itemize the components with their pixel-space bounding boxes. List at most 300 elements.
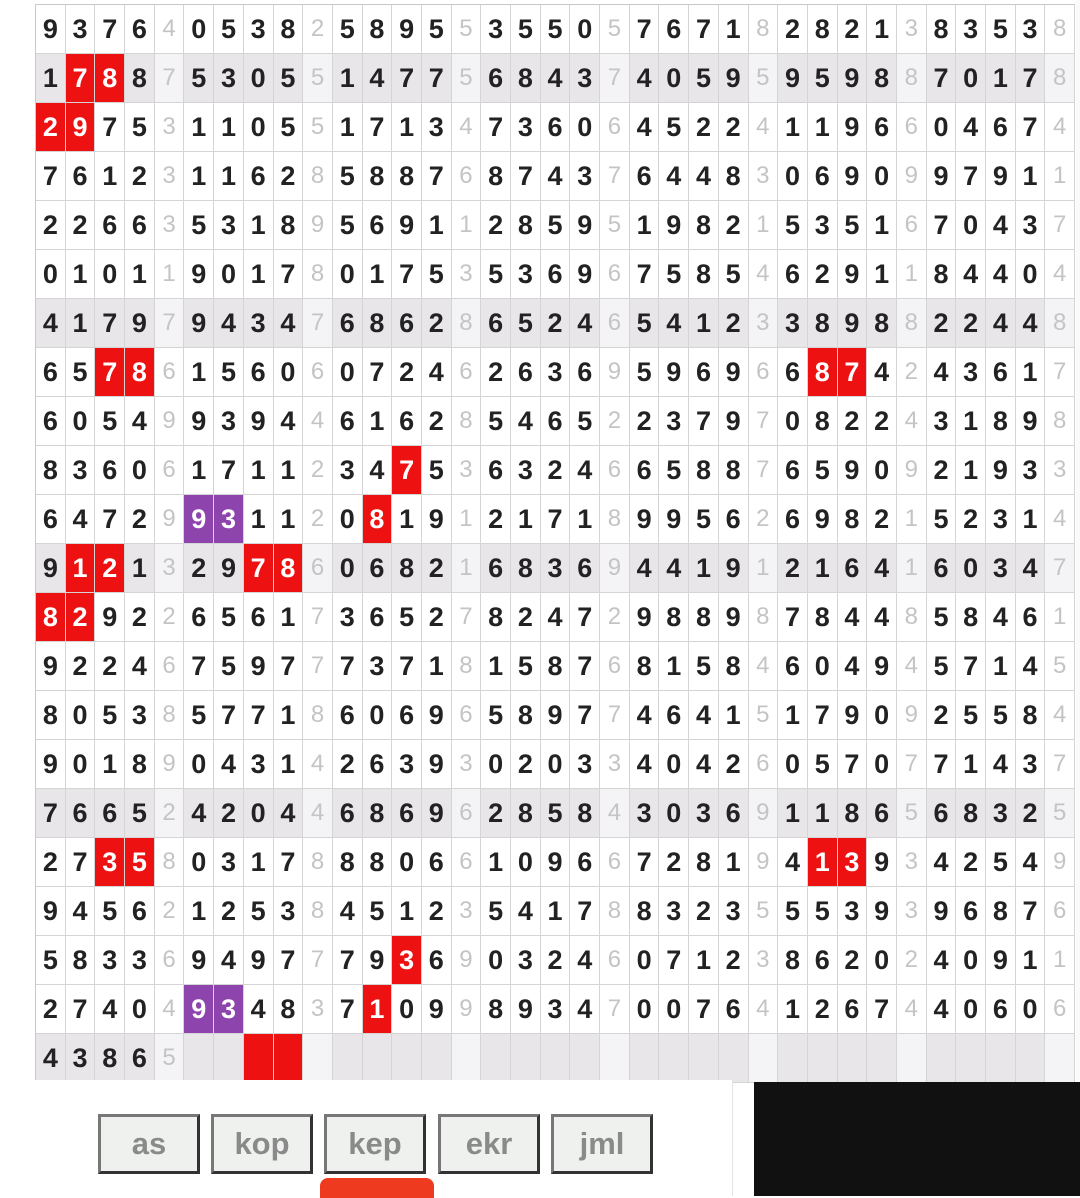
grid-cell: 9 xyxy=(36,5,66,54)
grid-cell: 6 xyxy=(986,348,1016,397)
grid-cell: 1 xyxy=(363,397,393,446)
grid-cell: 1 xyxy=(214,152,244,201)
grid-cell: 0 xyxy=(778,740,808,789)
grid-cell: 9 xyxy=(422,691,452,740)
grid-cell: 5 xyxy=(541,5,571,54)
grid-cell: 8 xyxy=(363,299,393,348)
grid-cell: 3 xyxy=(511,103,541,152)
grid-cell: 2 xyxy=(481,789,511,838)
grid-cell: 6 xyxy=(808,936,838,985)
grid-separator-cell: 1 xyxy=(452,544,482,593)
grid-cell: 0 xyxy=(867,936,897,985)
grid-separator-cell: 7 xyxy=(600,985,630,1034)
grid-cell: 4 xyxy=(956,250,986,299)
grid-cell: 5 xyxy=(392,593,422,642)
grid-cell: 7 xyxy=(363,103,393,152)
grid-cell: 1 xyxy=(1016,495,1046,544)
grid-row xyxy=(36,838,1075,887)
grid-cell: 8 xyxy=(689,201,719,250)
grid-cell: 9 xyxy=(867,887,897,936)
grid-cell: 5 xyxy=(214,348,244,397)
grid-cell: 1 xyxy=(274,691,304,740)
grid-cell: 6 xyxy=(244,348,274,397)
grid-cell: 8 xyxy=(927,5,957,54)
grid-cell: 1 xyxy=(867,201,897,250)
grid-separator-cell: 5 xyxy=(1045,642,1075,691)
grid-cell: 1 xyxy=(274,740,304,789)
grid-row xyxy=(36,593,1075,642)
grid-cell: 8 xyxy=(808,5,838,54)
grid-separator-cell: 3 xyxy=(1045,446,1075,495)
grid-cell: 9 xyxy=(986,936,1016,985)
grid-cell: 9 xyxy=(36,740,66,789)
grid-cell: 9 xyxy=(36,544,66,593)
grid-cell: 9 xyxy=(392,201,422,250)
grid-cell: 5 xyxy=(333,152,363,201)
grid-separator-cell: 7 xyxy=(600,152,630,201)
grid-cell: 6 xyxy=(927,544,957,593)
grid-row xyxy=(36,397,1075,446)
grid-cell: 1 xyxy=(719,691,749,740)
grid-cell: 7 xyxy=(511,152,541,201)
grid-cell: 0 xyxy=(214,250,244,299)
grid-separator-cell: 5 xyxy=(897,789,927,838)
grid-cell: 3 xyxy=(719,887,749,936)
grid-cell: 2 xyxy=(956,838,986,887)
grid-cell: 3 xyxy=(986,495,1016,544)
grid-cell: 3 xyxy=(214,54,244,103)
grid-cell: 4 xyxy=(659,299,689,348)
grid-cell: 1 xyxy=(333,54,363,103)
grid-separator-cell: 8 xyxy=(600,887,630,936)
grid-cell: 9 xyxy=(838,691,868,740)
grid-separator-cell: 3 xyxy=(749,152,779,201)
grid-cell: 7 xyxy=(927,740,957,789)
grid-cell: 5 xyxy=(659,446,689,495)
grid-cell: 6 xyxy=(244,152,274,201)
ekr-button[interactable]: ekr xyxy=(438,1114,540,1174)
grid-cell: 3 xyxy=(778,299,808,348)
grid-cell: 1 xyxy=(392,103,422,152)
grid-cell: 5 xyxy=(184,691,214,740)
grid-cell: 8 xyxy=(481,985,511,1034)
grid-cell: 6 xyxy=(927,789,957,838)
grid-cell: 8 xyxy=(511,789,541,838)
grid-cell: 3 xyxy=(214,495,244,544)
grid-cell: 4 xyxy=(570,299,600,348)
grid-cell: 1 xyxy=(986,54,1016,103)
grid-cell: 7 xyxy=(95,299,125,348)
grid-cell: 8 xyxy=(363,5,393,54)
grid-separator-cell: 6 xyxy=(303,348,333,397)
grid-cell: 3 xyxy=(363,642,393,691)
grid-cell: 4 xyxy=(214,936,244,985)
grid-cell: 3 xyxy=(125,691,155,740)
grid-cell: 1 xyxy=(808,838,838,887)
grid-cell: 3 xyxy=(570,152,600,201)
grid-cell: 4 xyxy=(333,887,363,936)
grid-cell: 5 xyxy=(214,642,244,691)
grid-cell: 4 xyxy=(214,299,244,348)
number-grid xyxy=(35,4,1075,1083)
grid-cell: 3 xyxy=(95,838,125,887)
grid-separator-cell: 2 xyxy=(600,593,630,642)
grid-cell: 0 xyxy=(184,740,214,789)
grid-cell: 2 xyxy=(481,348,511,397)
grid-cell: 6 xyxy=(333,691,363,740)
grid-cell: 0 xyxy=(333,495,363,544)
grid-separator-cell: 1 xyxy=(897,544,927,593)
grid-cell: 8 xyxy=(1016,691,1046,740)
grid-cell: 1 xyxy=(66,544,96,593)
grid-separator-cell: 8 xyxy=(452,397,482,446)
grid-separator-cell: 7 xyxy=(749,397,779,446)
grid-cell: 8 xyxy=(808,593,838,642)
grid-cell: 2 xyxy=(956,495,986,544)
grid-cell: 5 xyxy=(244,887,274,936)
grid-cell: 4 xyxy=(630,691,660,740)
grid-cell: 8 xyxy=(36,593,66,642)
grid-cell: 4 xyxy=(1016,299,1046,348)
grid-cell: 5 xyxy=(481,250,511,299)
grid-cell: 7 xyxy=(956,152,986,201)
grid-cell xyxy=(1016,1034,1046,1083)
grid-cell: 5 xyxy=(808,887,838,936)
grid-cell: 4 xyxy=(867,593,897,642)
grid-separator-cell: 7 xyxy=(600,54,630,103)
grid-cell: 8 xyxy=(274,5,304,54)
grid-cell: 8 xyxy=(392,544,422,593)
grid-separator-cell: 2 xyxy=(155,593,185,642)
grid-cell: 1 xyxy=(689,936,719,985)
grid-cell: 4 xyxy=(184,789,214,838)
grid-cell: 6 xyxy=(422,838,452,887)
grid-separator-cell: 3 xyxy=(897,5,927,54)
grid-cell: 9 xyxy=(541,838,571,887)
grid-cell: 5 xyxy=(689,642,719,691)
grid-cell: 1 xyxy=(689,544,719,593)
grid-cell: 4 xyxy=(838,642,868,691)
grid-separator-cell: 9 xyxy=(452,936,482,985)
grid-cell xyxy=(244,1034,274,1083)
grid-cell: 6 xyxy=(481,446,511,495)
grid-separator-cell: 8 xyxy=(303,691,333,740)
grid-separator-cell: 8 xyxy=(155,691,185,740)
grid-separator-cell: 7 xyxy=(452,593,482,642)
grid-cell: 9 xyxy=(66,103,96,152)
grid-cell: 3 xyxy=(541,544,571,593)
grid-cell: 7 xyxy=(481,103,511,152)
grid-cell: 5 xyxy=(481,691,511,740)
grid-cell: 4 xyxy=(125,397,155,446)
grid-cell: 1 xyxy=(689,299,719,348)
grid-row xyxy=(36,54,1075,103)
grid-cell xyxy=(719,1034,749,1083)
grid-cell: 7 xyxy=(333,642,363,691)
grid-cell: 9 xyxy=(511,985,541,1034)
grid-cell: 8 xyxy=(36,446,66,495)
grid-cell: 0 xyxy=(630,936,660,985)
grid-cell: 6 xyxy=(66,152,96,201)
grid-cell xyxy=(630,1034,660,1083)
grid-cell: 7 xyxy=(274,838,304,887)
as-button[interactable]: as xyxy=(98,1114,200,1174)
grid-cell: 9 xyxy=(422,985,452,1034)
grid-cell: 2 xyxy=(36,838,66,887)
grid-row xyxy=(36,152,1075,201)
grid-cell: 3 xyxy=(659,397,689,446)
grid-separator-cell xyxy=(1045,1034,1075,1083)
grid-cell: 7 xyxy=(570,593,600,642)
grid-separator-cell: 6 xyxy=(600,642,630,691)
grid-cell: 6 xyxy=(363,201,393,250)
grid-cell: 2 xyxy=(719,936,749,985)
grid-separator-cell: 6 xyxy=(600,103,630,152)
grid-cell: 0 xyxy=(481,936,511,985)
grid-cell: 3 xyxy=(956,5,986,54)
grid-cell: 7 xyxy=(392,250,422,299)
grid-cell: 3 xyxy=(511,250,541,299)
grid-cell: 9 xyxy=(244,936,274,985)
grid-cell xyxy=(689,1034,719,1083)
grid-cell: 7 xyxy=(274,642,304,691)
grid-cell: 9 xyxy=(719,593,749,642)
grid-cell: 5 xyxy=(422,5,452,54)
grid-cell: 2 xyxy=(184,544,214,593)
grid-cell: 7 xyxy=(1016,54,1046,103)
grid-cell: 9 xyxy=(1016,397,1046,446)
grid-cell: 1 xyxy=(214,103,244,152)
grid-cell: 1 xyxy=(392,495,422,544)
grid-cell: 9 xyxy=(570,250,600,299)
grid-cell: 9 xyxy=(392,5,422,54)
grid-cell: 5 xyxy=(986,691,1016,740)
grid-cell: 1 xyxy=(778,691,808,740)
grid-cell: 4 xyxy=(838,593,868,642)
grid-cell: 8 xyxy=(986,397,1016,446)
grid-cell: 2 xyxy=(422,397,452,446)
grid-cell: 2 xyxy=(214,789,244,838)
grid-cell: 8 xyxy=(125,740,155,789)
grid-cell: 9 xyxy=(867,838,897,887)
grid-cell: 5 xyxy=(363,887,393,936)
grid-cell: 5 xyxy=(511,642,541,691)
grid-cell: 9 xyxy=(659,201,689,250)
grid-cell: 6 xyxy=(363,740,393,789)
grid-cell: 5 xyxy=(95,691,125,740)
grid-cell: 6 xyxy=(541,397,571,446)
grid-cell: 8 xyxy=(363,152,393,201)
grid-separator-cell: 8 xyxy=(897,299,927,348)
grid-cell: 2 xyxy=(125,495,155,544)
grid-cell: 4 xyxy=(541,593,571,642)
kop-button[interactable]: kop xyxy=(211,1114,313,1174)
grid-separator-cell: 8 xyxy=(1045,299,1075,348)
grid-cell: 5 xyxy=(95,887,125,936)
grid-cell: 3 xyxy=(214,397,244,446)
grid-cell: 4 xyxy=(630,54,660,103)
grid-cell: 2 xyxy=(927,299,957,348)
grid-separator-cell xyxy=(303,1034,333,1083)
grid-cell: 1 xyxy=(778,789,808,838)
grid-cell: 2 xyxy=(1016,789,1046,838)
grid-separator-cell: 5 xyxy=(303,54,333,103)
grid-cell: 4 xyxy=(274,789,304,838)
grid-cell: 5 xyxy=(333,5,363,54)
grid-row xyxy=(36,985,1075,1034)
grid-cell: 3 xyxy=(481,5,511,54)
grid-cell: 0 xyxy=(95,250,125,299)
grid-cell: 1 xyxy=(95,152,125,201)
grid-cell: 2 xyxy=(36,201,66,250)
grid-cell: 9 xyxy=(838,103,868,152)
grid-cell: 8 xyxy=(838,495,868,544)
grid-cell xyxy=(422,1034,452,1083)
grid-cell: 1 xyxy=(244,495,274,544)
grid-separator-cell: 4 xyxy=(155,985,185,1034)
grid-separator-cell: 3 xyxy=(452,446,482,495)
grid-cell: 3 xyxy=(808,201,838,250)
grid-separator-cell: 9 xyxy=(1045,838,1075,887)
grid-separator-cell: 3 xyxy=(452,887,482,936)
grid-separator-cell: 3 xyxy=(600,740,630,789)
grid-cell: 4 xyxy=(630,544,660,593)
grid-cell: 3 xyxy=(541,985,571,1034)
grid-cell: 8 xyxy=(363,838,393,887)
grid-cell: 1 xyxy=(274,446,304,495)
grid-cell: 7 xyxy=(1016,887,1046,936)
grid-separator-cell: 8 xyxy=(1045,397,1075,446)
grid-cell: 8 xyxy=(511,201,541,250)
grid-cell: 1 xyxy=(95,740,125,789)
grid-separator-cell: 8 xyxy=(749,593,779,642)
grid-cell: 2 xyxy=(927,446,957,495)
grid-cell: 1 xyxy=(630,201,660,250)
grid-cell: 8 xyxy=(659,593,689,642)
grid-cell: 2 xyxy=(719,299,749,348)
grid-cell xyxy=(392,1034,422,1083)
grid-separator-cell: 8 xyxy=(897,54,927,103)
grid-cell: 6 xyxy=(95,789,125,838)
kep-button[interactable]: kep xyxy=(324,1114,426,1174)
grid-cell: 0 xyxy=(956,985,986,1034)
grid-separator-cell: 9 xyxy=(749,838,779,887)
grid-cell: 7 xyxy=(274,936,304,985)
grid-cell: 5 xyxy=(214,593,244,642)
grid-cell: 4 xyxy=(274,397,304,446)
grid-cell: 5 xyxy=(511,299,541,348)
grid-cell: 6 xyxy=(659,691,689,740)
grid-cell: 8 xyxy=(719,446,749,495)
grid-cell: 5 xyxy=(422,446,452,495)
grid-cell: 4 xyxy=(986,250,1016,299)
grid-cell: 3 xyxy=(244,740,274,789)
grid-cell: 5 xyxy=(422,250,452,299)
grid-cell: 5 xyxy=(95,397,125,446)
grid-cell: 1 xyxy=(659,642,689,691)
grid-cell: 6 xyxy=(541,250,571,299)
grid-cell: 4 xyxy=(214,740,244,789)
grid-cell: 8 xyxy=(511,54,541,103)
grid-cell: 2 xyxy=(125,152,155,201)
grid-cell: 7 xyxy=(214,446,244,495)
grid-cell: 3 xyxy=(66,446,96,495)
grid-cell: 8 xyxy=(392,152,422,201)
grid-cell: 5 xyxy=(689,54,719,103)
grid-cell: 1 xyxy=(1016,936,1046,985)
grid-cell: 3 xyxy=(333,446,363,495)
grid-separator-cell: 1 xyxy=(1045,152,1075,201)
grid-cell: 9 xyxy=(659,495,689,544)
grid-cell: 1 xyxy=(570,495,600,544)
grid-row xyxy=(36,495,1075,544)
grid-separator-cell: 6 xyxy=(155,446,185,495)
grid-separator-cell xyxy=(897,1034,927,1083)
grid-cell: 0 xyxy=(511,838,541,887)
grid-cell: 4 xyxy=(630,740,660,789)
grid-cell: 4 xyxy=(927,936,957,985)
grid-cell: 6 xyxy=(125,201,155,250)
grid-cell: 1 xyxy=(184,152,214,201)
grid-separator-cell: 9 xyxy=(452,985,482,1034)
grid-cell: 4 xyxy=(125,642,155,691)
grid-cell: 3 xyxy=(214,985,244,1034)
jml-button[interactable]: jml xyxy=(551,1114,653,1174)
grid-row xyxy=(36,1034,1075,1083)
grid-cell: 8 xyxy=(719,152,749,201)
grid-cell: 0 xyxy=(481,740,511,789)
grid-separator-cell: 4 xyxy=(749,642,779,691)
grid-cell: 5 xyxy=(214,5,244,54)
grid-cell: 3 xyxy=(1016,201,1046,250)
grid-cell: 4 xyxy=(66,495,96,544)
grid-separator-cell: 7 xyxy=(303,299,333,348)
grid-cell: 8 xyxy=(66,936,96,985)
grid-cell: 0 xyxy=(570,5,600,54)
grid-cell: 4 xyxy=(867,544,897,593)
grid-cell: 6 xyxy=(659,5,689,54)
grid-separator-cell: 6 xyxy=(749,348,779,397)
grid-cell: 8 xyxy=(986,887,1016,936)
grid-cell: 5 xyxy=(66,348,96,397)
grid-cell: 5 xyxy=(808,446,838,495)
grid-separator-cell: 6 xyxy=(303,544,333,593)
grid-cell: 9 xyxy=(719,397,749,446)
grid-cell: 3 xyxy=(66,1034,96,1083)
grid-cell: 9 xyxy=(184,495,214,544)
grid-separator-cell: 5 xyxy=(749,887,779,936)
grid-cell: 4 xyxy=(66,887,96,936)
grid-cell: 8 xyxy=(956,593,986,642)
grid-cell: 2 xyxy=(66,201,96,250)
grid-cell: 4 xyxy=(244,985,274,1034)
grid-cell: 7 xyxy=(66,985,96,1034)
grid-cell: 8 xyxy=(363,789,393,838)
grid-cell: 0 xyxy=(36,250,66,299)
grid-cell: 6 xyxy=(630,152,660,201)
grid-cell: 6 xyxy=(36,397,66,446)
grid-cell: 0 xyxy=(659,54,689,103)
grid-separator-cell: 2 xyxy=(897,936,927,985)
grid-cell: 0 xyxy=(867,446,897,495)
grid-cell: 6 xyxy=(481,544,511,593)
grid-cell: 9 xyxy=(422,740,452,789)
grid-row xyxy=(36,446,1075,495)
grid-cell: 9 xyxy=(184,985,214,1034)
grid-cell: 3 xyxy=(541,348,571,397)
grid-cell: 5 xyxy=(808,740,838,789)
grid-cell: 5 xyxy=(274,103,304,152)
